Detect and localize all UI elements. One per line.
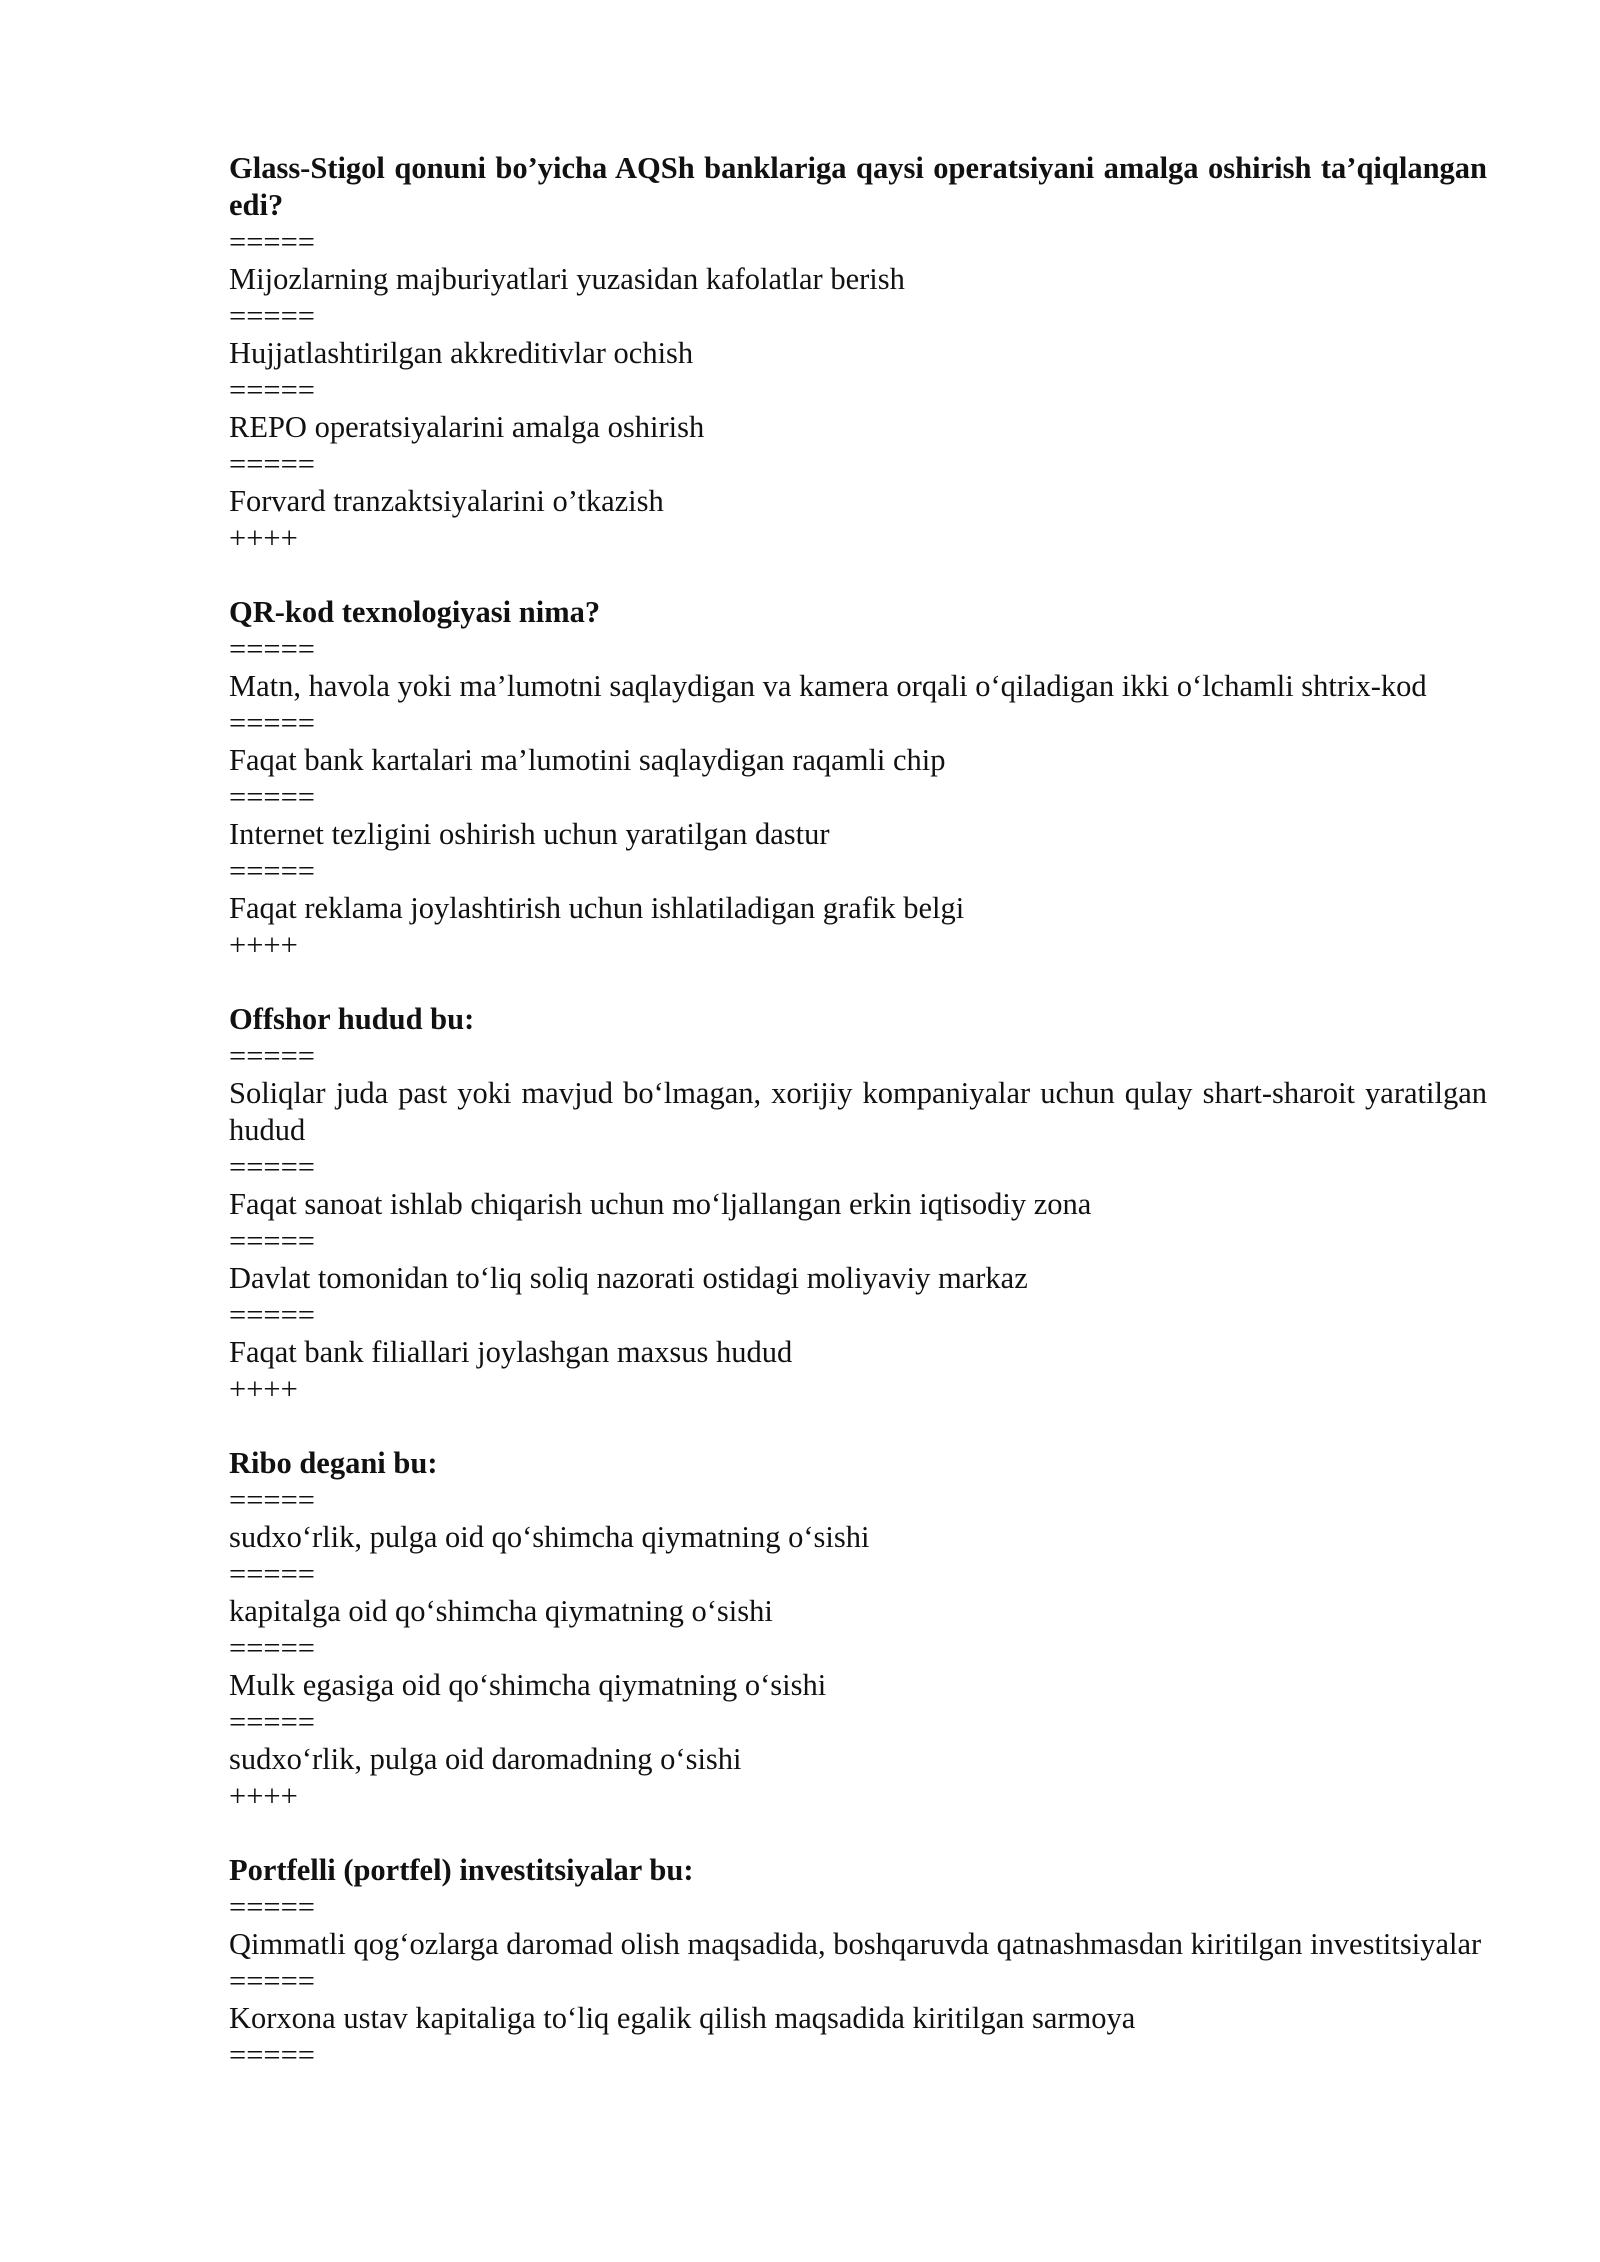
answer-option: REPO operatsiyalarini amalga oshirish xyxy=(229,410,705,444)
option-separator: ===== xyxy=(229,1224,316,1258)
option-separator: ===== xyxy=(229,447,316,481)
option-separator: ===== xyxy=(229,706,316,740)
answer-option: Faqat sanoat ishlab chiqarish uchun mo‘ljallangan erkin iqtisodiy zona xyxy=(229,1187,1092,1221)
option-separator: ===== xyxy=(229,2038,316,2072)
answer-option: Korxona ustav kapitaliga to‘liq egalik qilish maqsadida kiritilgan sarmoya xyxy=(229,2001,1136,2035)
option-separator: ===== xyxy=(229,225,316,259)
question-title: Glass-Stigol qonuni bo’yicha AQSh banklariga qaysi operatsiyani amalga oshirish ta’qiqlangan edi? xyxy=(229,151,1487,222)
option-separator: ===== xyxy=(229,1705,316,1739)
option-separator: ===== xyxy=(229,1964,316,1998)
answer-option: Hujjatlashtirilgan akkreditivlar ochish xyxy=(229,336,694,370)
option-separator: ===== xyxy=(229,1483,316,1517)
answer-option: sudxo‘rlik, pulga oid qo‘shimcha qiymatning o‘sishi xyxy=(229,1520,870,1554)
option-separator: ===== xyxy=(229,1150,316,1184)
option-separator: ===== xyxy=(229,1890,316,1924)
answer-option: Soliqlar juda past yoki mavjud bo‘lmagan, xorijiy kompaniyalar uchun qulay shart-sharoit yaratilgan hudud xyxy=(229,1076,1487,1147)
option-separator: ===== xyxy=(229,1631,316,1665)
option-separator: ===== xyxy=(229,854,316,888)
answer-option: Davlat tomonidan to‘liq soliq nazorati ostidagi moliyaviy markaz xyxy=(229,1261,1028,1295)
question-end-marker: ++++ xyxy=(229,928,298,962)
option-separator: ===== xyxy=(229,1039,316,1073)
question-block xyxy=(229,150,1487,557)
question-title: Offshor hudud bu: xyxy=(229,1002,475,1036)
answer-option: Mulk egasiga oid qo‘shimcha qiymatning o‘sishi xyxy=(229,1668,827,1702)
option-separator: ===== xyxy=(229,1298,316,1332)
answer-option: Faqat bank filiallari joylashgan maxsus hudud xyxy=(229,1335,793,1369)
option-separator: ===== xyxy=(229,373,316,407)
answer-option: Forvard tranzaktsiyalarini o’tkazish xyxy=(229,484,664,518)
question-title: Portfelli (portfel) investitsiyalar bu: xyxy=(229,1853,694,1887)
answer-option: Qimmatli qog‘ozlarga daromad olish maqsadida, boshqaruvda qatnashmasdan kiritilgan investitsiyalar xyxy=(229,1927,1482,1961)
option-separator: ===== xyxy=(229,632,316,666)
question-block xyxy=(229,594,1487,964)
answer-option: kapitalga oid qo‘shimcha qiymatning o‘sishi xyxy=(229,1594,773,1628)
answer-option: Matn, havola yoki ma’lumotni saqlaydigan va kamera orqali o‘qiladigan ikki o‘lchamli shtrix-kod xyxy=(229,669,1427,703)
answer-option: Internet tezligini oshirish uchun yaratilgan dastur xyxy=(229,817,830,851)
question-block xyxy=(229,1852,1487,2074)
question-end-marker: ++++ xyxy=(229,521,298,555)
question-title: Ribo degani bu: xyxy=(229,1446,438,1480)
question-end-marker: ++++ xyxy=(229,1372,298,1406)
answer-option: sudxo‘rlik, pulga oid daromadning o‘sishi xyxy=(229,1742,742,1776)
question-block xyxy=(229,1445,1487,1815)
option-separator: ===== xyxy=(229,299,316,333)
answer-option: Faqat bank kartalari ma’lumotini saqlaydigan raqamli chip xyxy=(229,743,946,777)
question-block xyxy=(229,1001,1487,1408)
option-separator: ===== xyxy=(229,1557,316,1591)
answer-option: Faqat reklama joylashtirish uchun ishlatiladigan grafik belgi xyxy=(229,891,965,925)
answer-option: Mijozlarning majburiyatlari yuzasidan kafolatlar berish xyxy=(229,262,905,296)
question-end-marker: ++++ xyxy=(229,1779,298,1813)
document-page xyxy=(229,150,1487,2111)
question-title: QR-kod texnologiyasi nima? xyxy=(229,595,601,629)
option-separator: ===== xyxy=(229,780,316,814)
